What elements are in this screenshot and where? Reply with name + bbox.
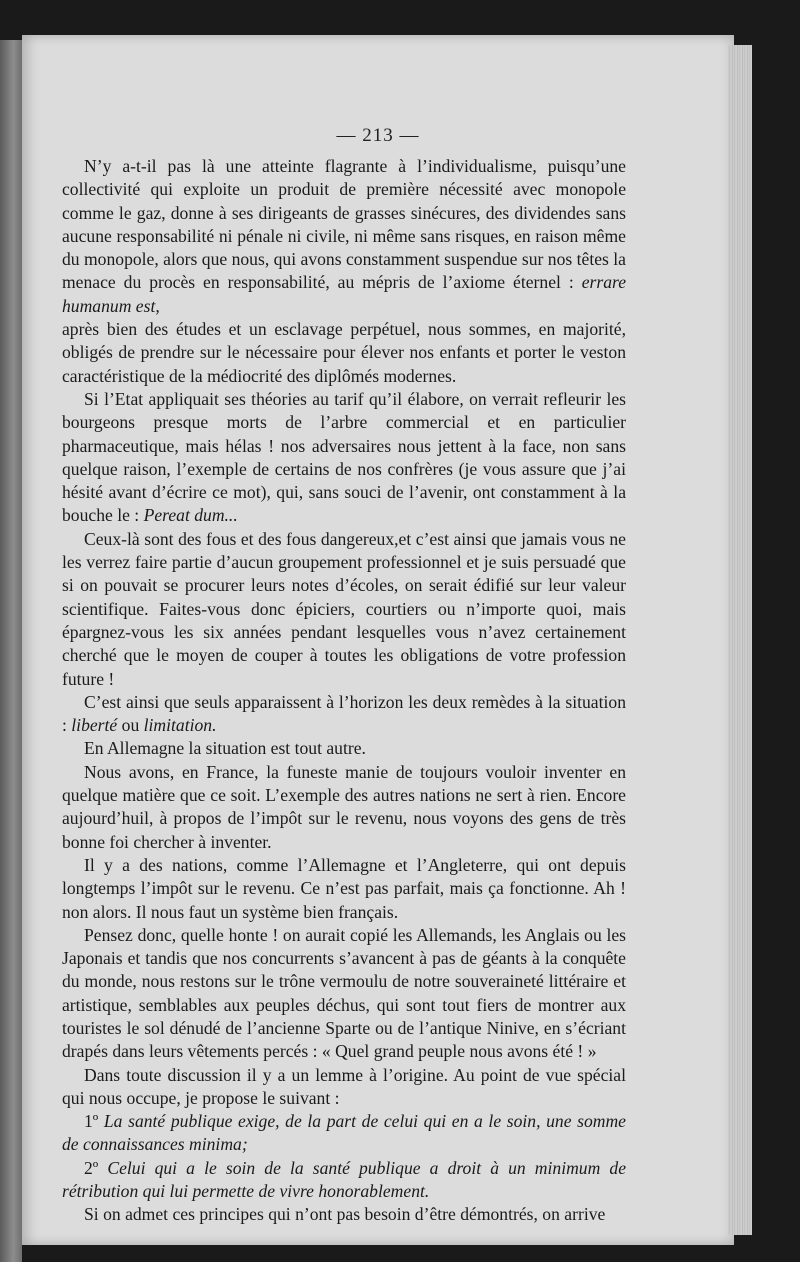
- adjacent-page-edge: [0, 40, 22, 1262]
- paragraph-4: C’est ainsi que seuls apparaissent à l’horizon les deux remèdes à la situation : liberté ou limitation.: [62, 691, 626, 736]
- paragraph-9: Dans toute discussion il y a un lemme à l’origine. Au point de vue spécial qui nous occupe, je propose le suivant :: [62, 1064, 626, 1108]
- paragraph-8: Pensez donc, quelle honte ! on aurait copié les Allemands, les Anglais ou les Japonais et tandis que nos concurrents s’avancent à pas de géants à la conquête du monde, nous restons sur le trône vermoulu de notre souveraineté littéraire et artistique, semblables aux peuples déchus, qui sont tout fiers de montrer aux touristes le sol dénudé de l’ancienne Sparte ou de l’antique Ninive, en s’écriant drapés dans leurs vêtements percés : « Quel grand peuple nous avons été ! »: [62, 924, 626, 1062]
- principle-1: 1º La santé publique exige, de la part de celui qui en a le soin, une somme de connaissances minima;: [62, 1111, 626, 1155]
- paragraph-last: Si on admet ces principes qui n’ont pas besoin d’être démontrés, on arrive: [84, 1204, 606, 1225]
- page-stack-edges: [728, 45, 752, 1235]
- paragraph-1: N’y a-t-il pas là une atteinte flagrante à l’individualisme, puisqu’une collectivité qui exploite un produit de première nécessité avec monopole comme le gaz, donne à ses dirigeants de grasses sinécures, des dividendes sans aucune responsabilité ni pénale ni civile, ni même sans risques, en raison même du monopole, alors que nous, qui avons constamment suspendue sur nos têtes la menace du procès en responsabilité, au mépris de l’axiome éternel : errare humanum est,: [62, 156, 627, 316]
- page-body: [62, 155, 626, 1227]
- paragraph-3: Ceux-là sont des fous et des fous dangereux,et c’est ainsi que jamais vous ne les verrez faire partie d’aucun groupement professionnel et je suis persuadé que si on pouvait se procurer leurs notes d’écoles, on serait édifié sur leur valeur scientifique. Faites-vous donc épiciers, courtiers ou n’importe quoi, mais épargnez-vous les six années pendant lesquelles vous n’avez certainement cherché que le moyen de couper à toutes les obligations de votre profession future !: [62, 528, 626, 689]
- principle-2: 2º Celui qui a le soin de la santé publique a droit à un minimum de rétribution qui lui permette de vivre honorablement.: [62, 1157, 627, 1202]
- page-number: — 213 —: [336, 125, 420, 146]
- paragraph-6: Nous avons, en France, la funeste manie de toujours vouloir inventer en quelque matière que ce soit. L’exemple des autres nations ne sert à rien. Encore aujourd’huil, à propos de l’impôt sur le revenu, nous voyons des gens de très bonne foi chercher à inventer.: [62, 761, 626, 852]
- paragraph-1-cont: après bien des études et un esclavage perpétuel, nous sommes, en majorité, obligés de prendre sur le nécessaire pour élever nos enfants et porter le veston caractéristique de la médiocrité des diplômés modernes.: [62, 319, 626, 386]
- paragraph-7: Il y a des nations, comme l’Allemagne et l’Angleterre, qui ont depuis longtemps l’impôt sur le revenu. Ce n’est pas parfait, mais ça fonctionne. Ah ! non alors. Il nous faut un système bien français.: [62, 854, 626, 922]
- paragraph-2: Si l’Etat appliquait ses théories au tarif qu’il élabore, on verrait refleurir les bourgeons presque morts de l’arbre commercial et en particulier pharmaceutique, mais hélas ! nos adversaires nous jettent à la face, non sans quelque raison, l’exemple de certains de nos confrères (je vous assure que j’ai hésité avant d’écrire ce mot), qui, sans souci de l’avenir, ont constamment à la bouche le : Pereat dum...: [62, 388, 626, 526]
- paragraph-5: En Allemagne la situation est tout autre.: [84, 738, 366, 759]
